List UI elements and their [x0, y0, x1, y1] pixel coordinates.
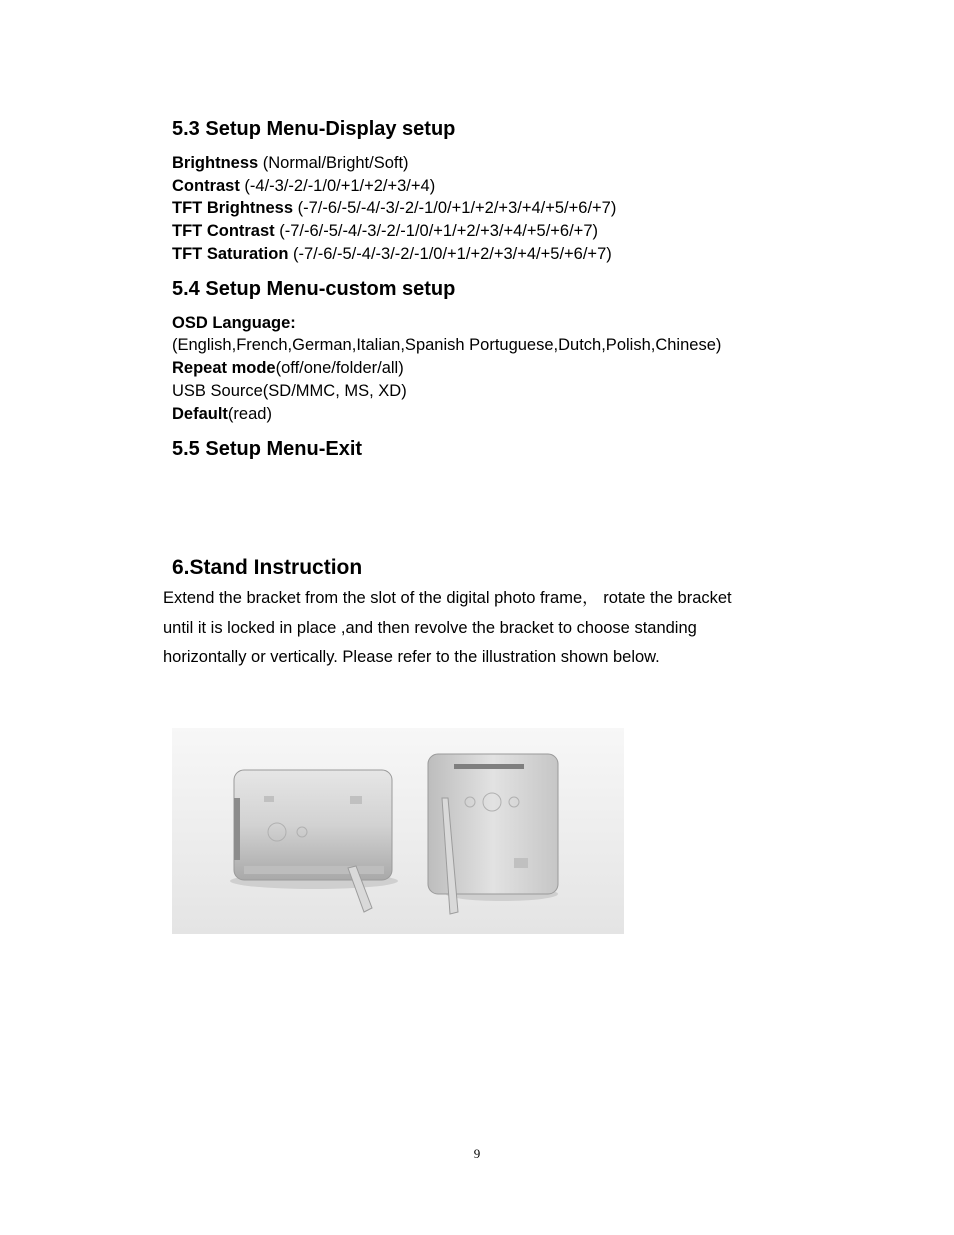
item-value: (-7/-6/-5/-4/-3/-2/-1/0/+1/+2/+3/+4/+5/+6/+7) [293, 199, 617, 217]
menu-item-default [172, 404, 272, 424]
menu-item-tft-saturation [172, 244, 612, 264]
item-label: Contrast [172, 177, 240, 195]
osd-language-label-line [172, 313, 296, 333]
item-value: (-7/-6/-5/-4/-3/-2/-1/0/+1/+2/+3/+4/+5/+6/+7) [274, 222, 598, 240]
menu-item-contrast [172, 176, 435, 196]
stand-paragraph-line-2: until it is locked in place ,and then revolve the bracket to choose standing [163, 619, 697, 637]
menu-item-tft-contrast [172, 221, 598, 241]
item-label: TFT Contrast [172, 222, 275, 240]
item-label: TFT Saturation [172, 245, 289, 263]
section-heading-custom-setup: 5.4 Setup Menu-custom setup [172, 278, 456, 300]
item-label: Default [172, 405, 228, 423]
stand-paragraph-line-1: Extend the bracket from the slot of the digital photo frame， rotate the bracket [163, 589, 732, 607]
menu-item-tft-brightness [172, 198, 616, 218]
item-value: (-4/-3/-2/-1/0/+1/+2/+3/+4) [239, 177, 436, 195]
stand-illustration [172, 728, 624, 934]
item-value: (off/one/folder/all) [275, 359, 404, 377]
item-label: Repeat mode [172, 359, 276, 377]
page-number: 9 [473, 1146, 481, 1161]
photo-frame-vertical [428, 754, 558, 914]
item-value: (read) [227, 405, 272, 423]
section-heading-exit: 5.5 Setup Menu-Exit [172, 438, 363, 460]
section-heading-stand-instruction: 6.Stand Instruction [172, 556, 363, 579]
item-value: (Normal/Bright/Soft) [258, 154, 409, 172]
osd-language-label: OSD Language: [172, 314, 296, 332]
item-label: TFT Brightness [172, 199, 294, 217]
menu-item-usb-source: USB Source(SD/MMC, MS, XD) [172, 382, 407, 400]
section-heading-display-setup: 5.3 Setup Menu-Display setup [172, 118, 456, 140]
item-value: (-7/-6/-5/-4/-3/-2/-1/0/+1/+2/+3/+4/+5/+6/+7) [288, 245, 612, 263]
stand-paragraph-line-3: horizontally or vertically. Please refer to the illustration shown below. [163, 648, 660, 666]
item-label: Brightness [172, 154, 259, 172]
osd-language-values: (English,French,German,Italian,Spanish Portuguese,Dutch,Polish,Chinese) [172, 336, 722, 354]
menu-item-brightness [172, 153, 409, 173]
menu-item-repeat-mode [172, 358, 404, 378]
